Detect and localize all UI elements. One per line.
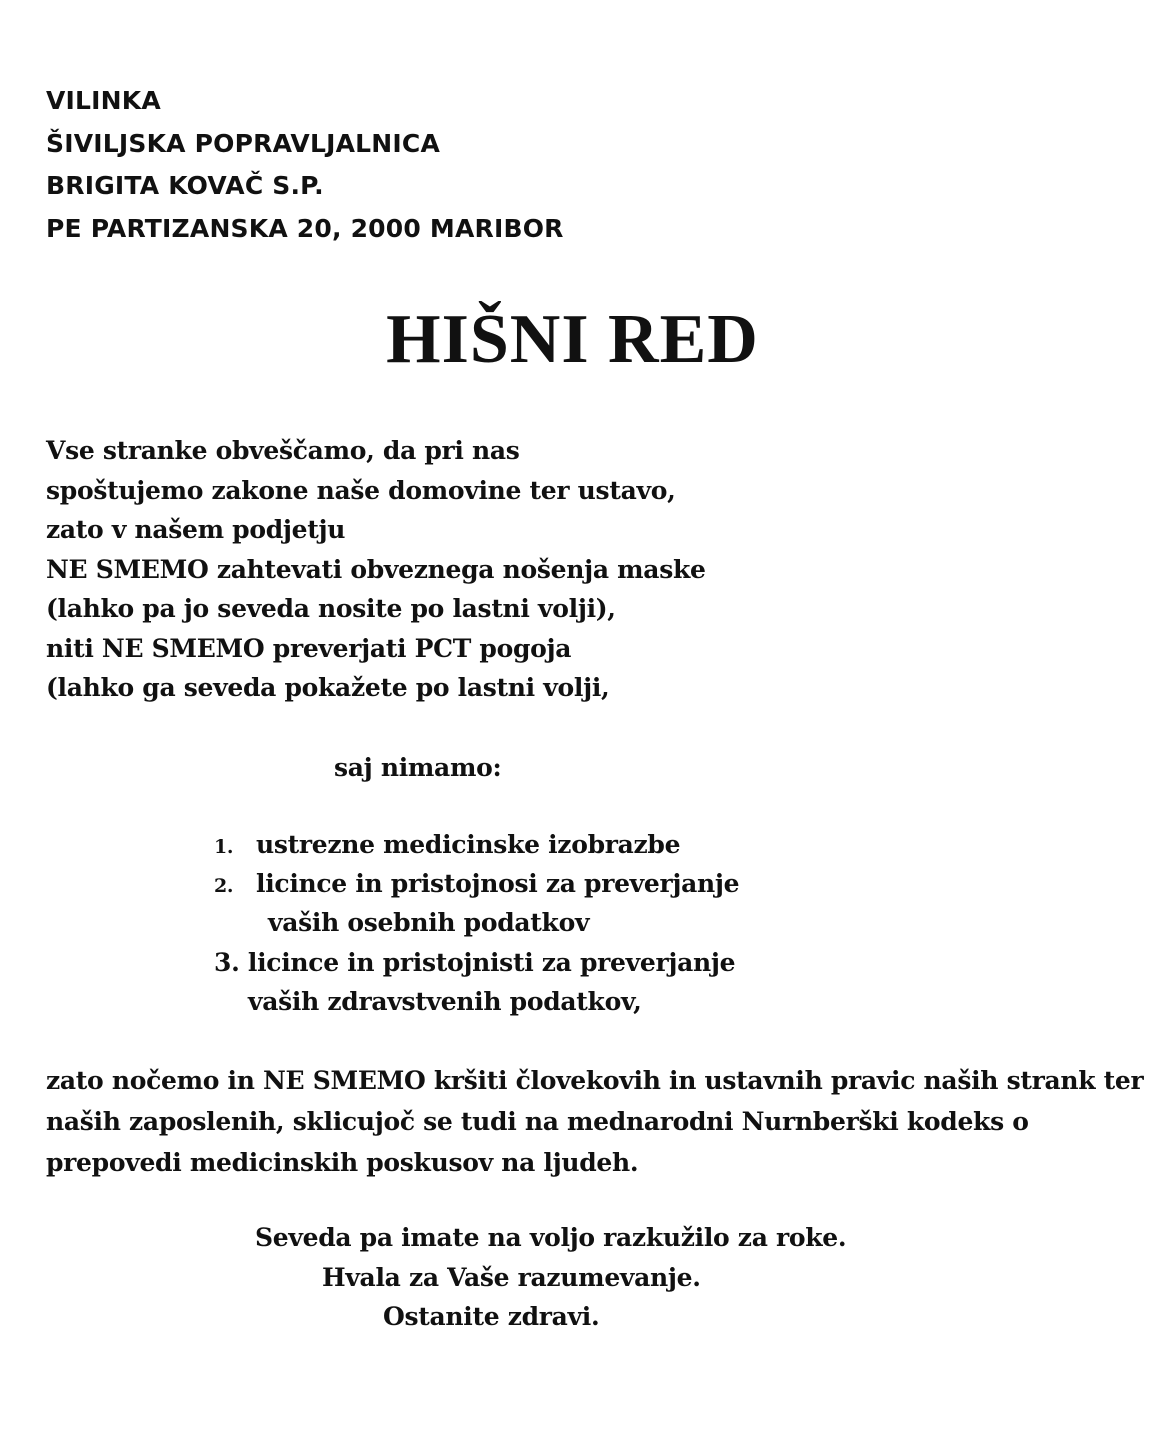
sanitizer-note: Seveda pa imate na voljo razkužilo za roke. — [255, 1223, 847, 1252]
intro-line: niti NE SMEMO preverjati PCT pogoja — [46, 633, 572, 663]
list-item-text: ustrezne medicinske izobrazbe — [256, 830, 681, 859]
list-intro: saj nimamo: — [334, 753, 502, 782]
business-type: ŠIVILJSKA POPRAVLJALNICA — [46, 128, 440, 158]
business-owner: BRIGITA KOVAČ S.P. — [46, 171, 324, 200]
intro-paragraph — [46, 431, 706, 708]
business-header — [46, 80, 564, 250]
intro-line: spoštujemo zakone naše domovine ter ustavo, — [46, 475, 676, 505]
business-name: VILINKA — [46, 86, 161, 115]
list-item-2 — [214, 864, 739, 906]
closing-line: zato nočemo in NE SMEMO kršiti človekovih in ustavnih pravic naših strank ter — [46, 1066, 1144, 1095]
closing-line: naših zaposlenih, sklicujoč se tudi na mednarodni Nurnberški kodeks o — [46, 1107, 1029, 1136]
closing-line: prepovedi medicinskih poskusov na ljudeh. — [46, 1148, 639, 1177]
business-address: PE PARTIZANSKA 20, 2000 MARIBOR — [46, 213, 564, 243]
list-item-text: licince in pristojnosi za preverjanje — [256, 869, 740, 898]
page-title: HIŠNI RED — [386, 301, 759, 378]
intro-line: Vse stranke obveščamo, da pri nas — [46, 436, 520, 465]
intro-line: (lahko pa jo seveda nosite po lastni volji), — [46, 594, 616, 623]
intro-line: zato v našem podjetju — [46, 515, 346, 544]
list-number: 1. — [214, 836, 234, 858]
intro-line: (lahko ga seveda pokažete po lastni volji, — [46, 673, 610, 702]
list-item-3-continuation: vaših zdravstvenih podatkov, — [248, 987, 642, 1016]
list-item-2-continuation: vaših osebnih podatkov — [268, 908, 590, 937]
stay-healthy-note: Ostanite zdravi. — [383, 1302, 600, 1331]
closing-paragraph — [46, 1060, 1143, 1183]
list-number: 2. — [214, 875, 234, 897]
intro-line: NE SMEMO zahtevati obveznega nošenja maske — [46, 554, 706, 584]
list-item-3: 3. licince in pristojnisti za preverjanje — [214, 948, 736, 977]
thank-you-note: Hvala za Vaše razumevanje. — [322, 1263, 701, 1292]
list-item-1 — [214, 825, 680, 867]
